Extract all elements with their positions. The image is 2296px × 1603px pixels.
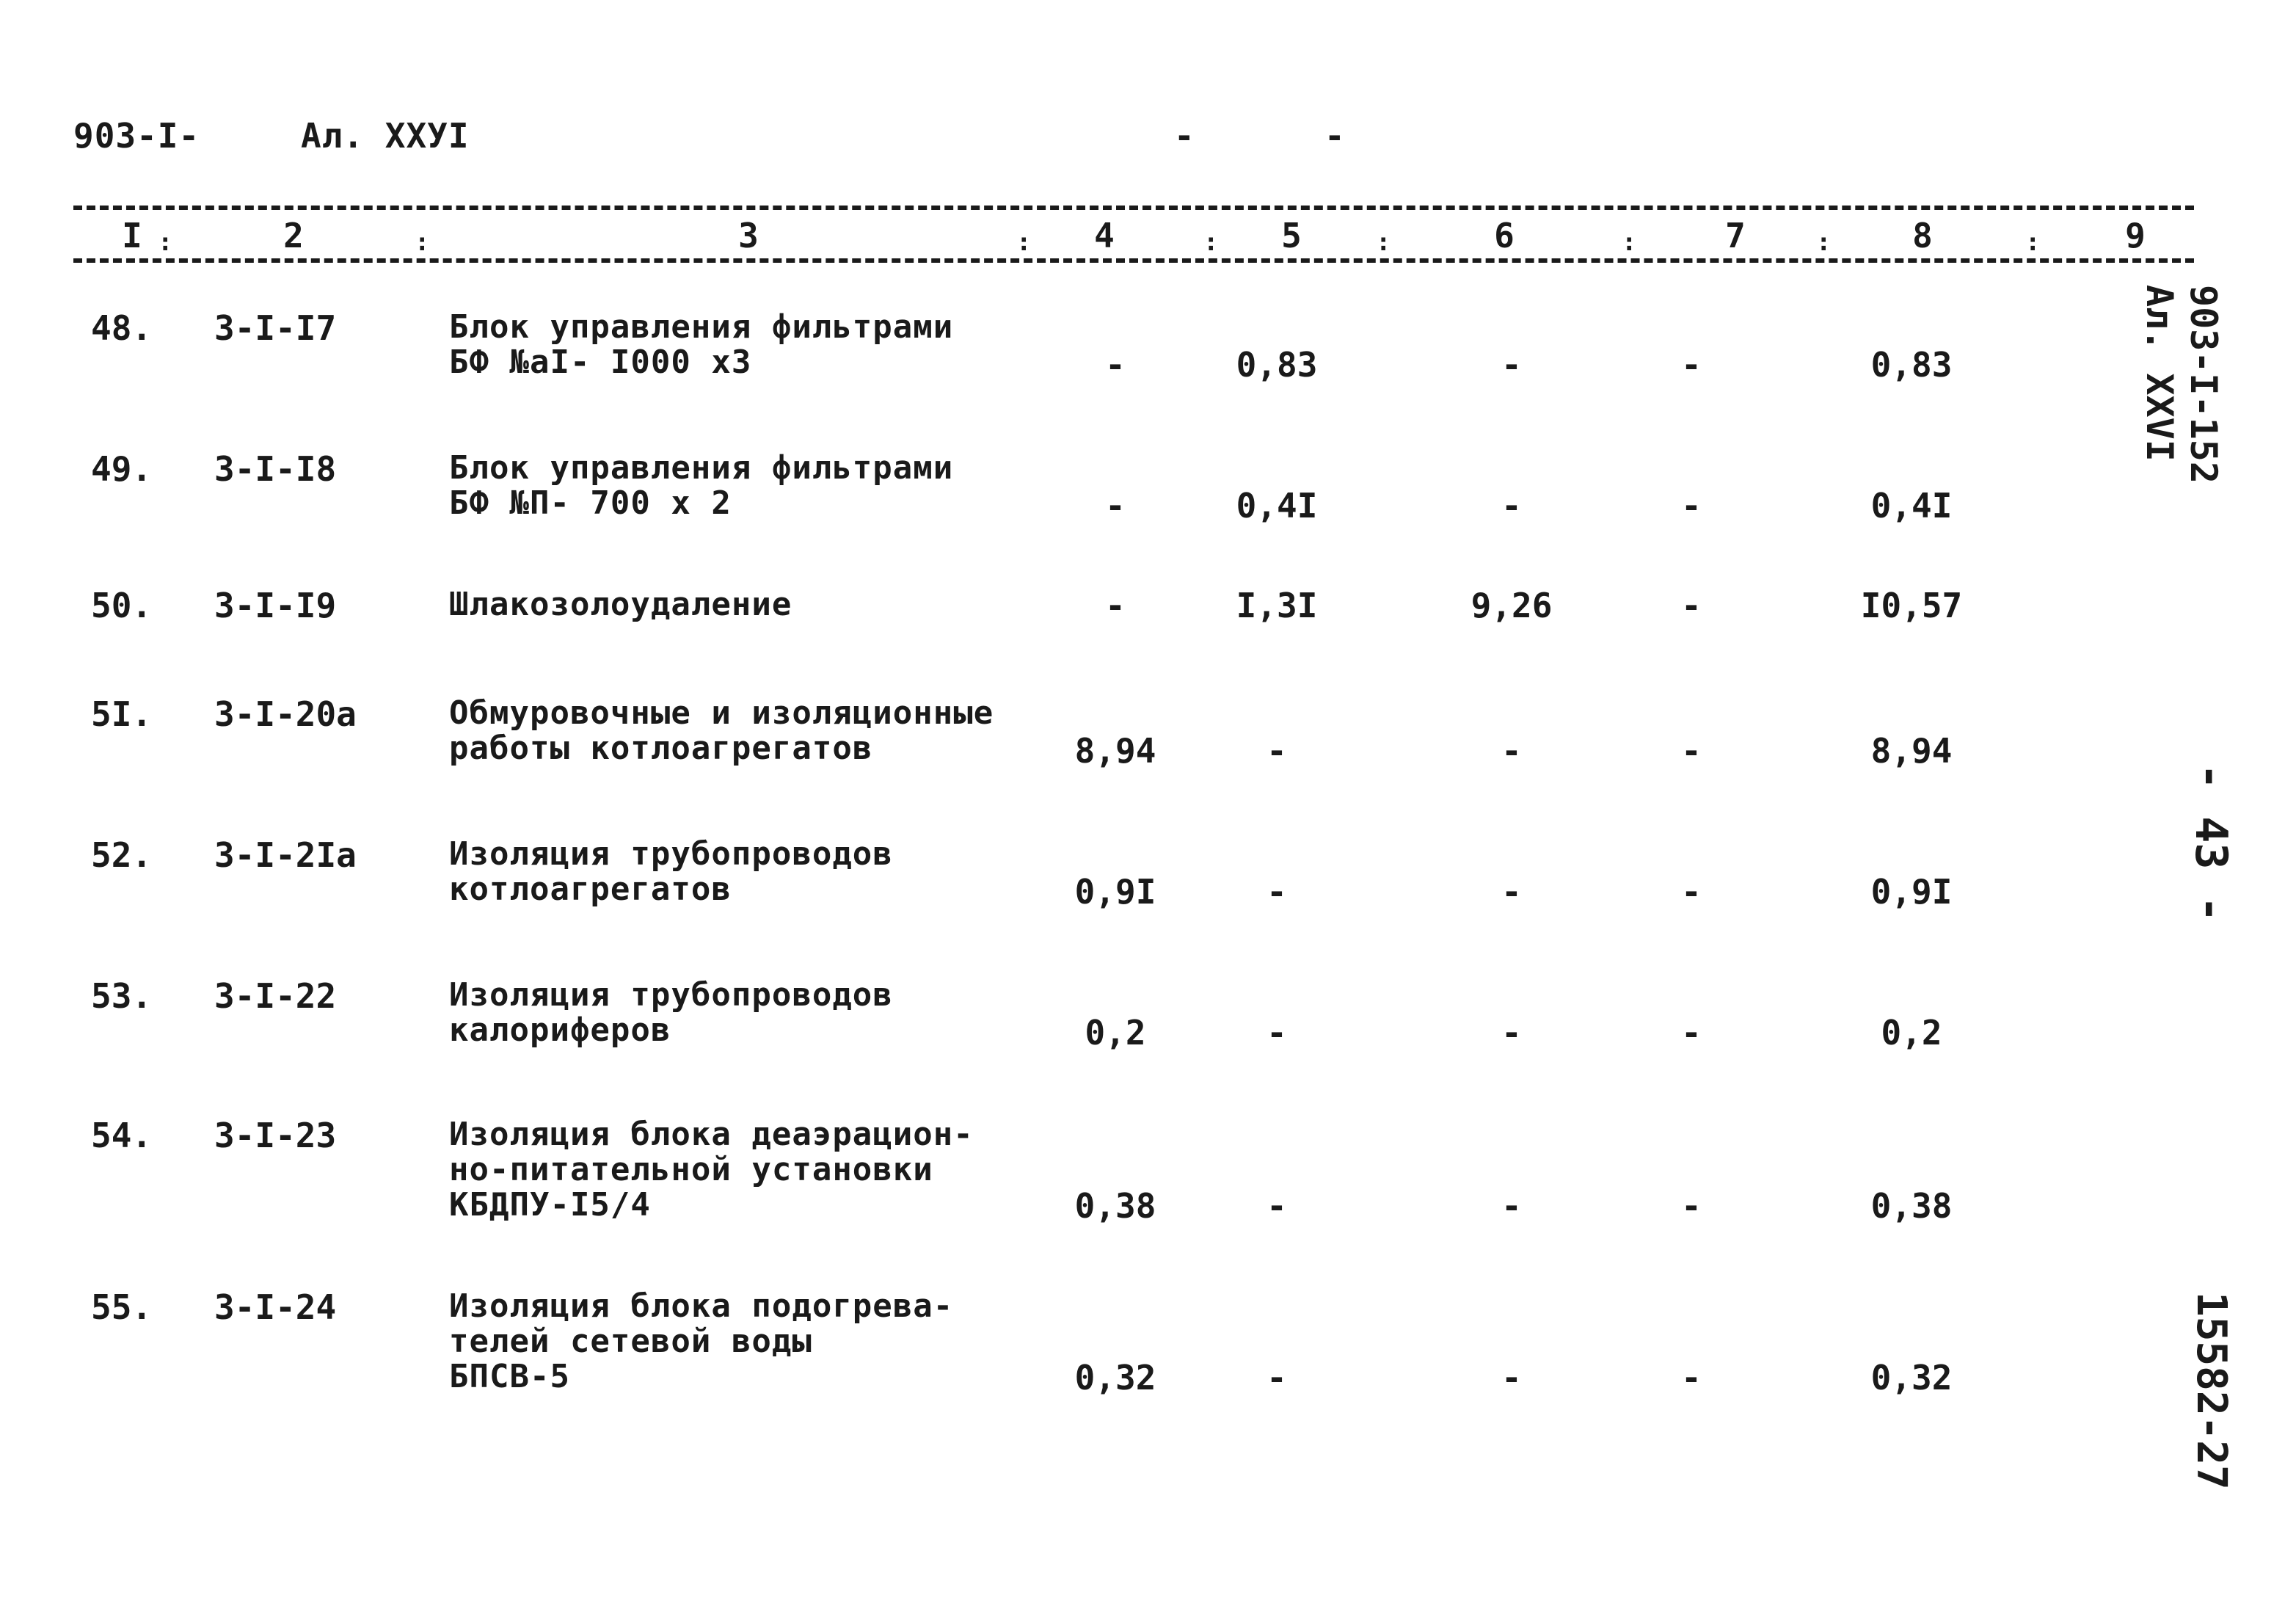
cell-col4: 0,38 xyxy=(1074,1186,1156,1226)
header-dash: - xyxy=(1174,116,1195,156)
column-header: 6 xyxy=(1494,216,1515,255)
row-code: 3-I-22 xyxy=(214,976,337,1016)
cell-col4: 8,94 xyxy=(1074,731,1156,771)
row-number: 50. xyxy=(91,586,153,625)
row-number: 54. xyxy=(91,1116,153,1155)
cell-col4: - xyxy=(1105,345,1126,385)
row-code: 3-I-I9 xyxy=(214,586,337,625)
cell-col7: - xyxy=(1681,345,1702,385)
column-header: 7 xyxy=(1725,216,1746,255)
column-header: 3 xyxy=(738,216,759,255)
cell-col4: - xyxy=(1105,486,1126,526)
cell-col6: - xyxy=(1501,872,1522,912)
cell-col8: 0,4I xyxy=(1870,486,1953,526)
margin-inventory-number: 15582-27 xyxy=(2187,1292,2235,1490)
row-code: 3-I-20a xyxy=(214,694,357,734)
column-header: 8 xyxy=(1912,216,1933,255)
cell-col7: - xyxy=(1681,731,1702,771)
column-header: 9 xyxy=(2125,216,2146,255)
cell-col5: 0,83 xyxy=(1236,345,1318,385)
header-doc-code: 903-I- xyxy=(73,116,200,156)
row-number: 53. xyxy=(91,976,153,1016)
row-name: Блок управления фильтрами БФ №aI- I000 x3 xyxy=(449,308,954,381)
cell-col5: - xyxy=(1267,1186,1287,1226)
cell-col6: 9,26 xyxy=(1470,586,1553,625)
column-header: 2 xyxy=(283,216,304,255)
margin-page-number: - 43 - xyxy=(2185,763,2237,923)
row-number: 48. xyxy=(91,308,153,348)
row-number: 5I. xyxy=(91,694,153,734)
column-separator: : xyxy=(1016,228,1032,257)
row-code: 3-I-23 xyxy=(214,1116,337,1155)
cell-col5: I,3I xyxy=(1236,586,1318,625)
cell-col8: 0,83 xyxy=(1870,345,1953,385)
table-top-rule xyxy=(73,206,2194,210)
column-header: 4 xyxy=(1094,216,1115,255)
row-name: Изоляция трубопроводов котлоагрегатов xyxy=(449,835,893,908)
cell-col7: - xyxy=(1681,586,1702,625)
column-separator: : xyxy=(158,228,173,257)
column-separator: : xyxy=(2025,228,2041,257)
cell-col8: 0,32 xyxy=(1870,1358,1953,1397)
cell-col4: 0,2 xyxy=(1085,1013,1146,1053)
cell-col6: - xyxy=(1501,1013,1522,1053)
cell-col6: - xyxy=(1501,731,1522,771)
cell-col8: I0,57 xyxy=(1860,586,1963,625)
margin-album: Ал. XXVI xyxy=(2138,285,2181,462)
cell-col7: - xyxy=(1681,1013,1702,1053)
cell-col4: 0,9I xyxy=(1074,872,1156,912)
row-name: Блок управления фильтрами БФ №П- 700 x 2 xyxy=(449,449,954,522)
cell-col4: 0,32 xyxy=(1074,1358,1156,1397)
cell-col6: - xyxy=(1501,1358,1522,1397)
column-separator: : xyxy=(1816,228,1832,257)
cell-col8: 0,2 xyxy=(1881,1013,1942,1053)
cell-col6: - xyxy=(1501,486,1522,526)
row-number: 55. xyxy=(91,1287,153,1327)
cell-col5: - xyxy=(1267,731,1287,771)
cell-col7: - xyxy=(1681,872,1702,912)
cell-col5: - xyxy=(1267,872,1287,912)
column-separator: : xyxy=(1376,228,1391,257)
row-name: Обмуровочные и изоляционные работы котлоагрегатов xyxy=(449,694,994,767)
cell-col8: 0,38 xyxy=(1870,1186,1953,1226)
cell-col8: 8,94 xyxy=(1870,731,1953,771)
row-number: 52. xyxy=(91,835,153,875)
cell-col8: 0,9I xyxy=(1870,872,1953,912)
column-header: 5 xyxy=(1281,216,1302,255)
cell-col5: - xyxy=(1267,1358,1287,1397)
cell-col6: - xyxy=(1501,1186,1522,1226)
margin-doc-code: 903-I-152 xyxy=(2182,285,2225,484)
row-name: Изоляция блока подогрева- телей сетевой воды БПСВ-5 xyxy=(449,1287,954,1395)
cell-col7: - xyxy=(1681,486,1702,526)
row-code: 3-I-I7 xyxy=(214,308,337,348)
column-separator: : xyxy=(1203,228,1219,257)
cell-col7: - xyxy=(1681,1358,1702,1397)
row-code: 3-I-I8 xyxy=(214,449,337,489)
column-header: I xyxy=(122,216,142,255)
row-name: Изоляция блока деаэрацион- но-питательной установки КБДПУ-I5/4 xyxy=(449,1116,974,1224)
cell-col6: - xyxy=(1501,345,1522,385)
cell-col4: - xyxy=(1105,586,1126,625)
cell-col5: - xyxy=(1267,1013,1287,1053)
cell-col5: 0,4I xyxy=(1236,486,1318,526)
column-separator: : xyxy=(1622,228,1637,257)
row-name: Изоляция трубопроводов калориферов xyxy=(449,976,893,1049)
header-album: Ал. XXУI xyxy=(301,116,470,156)
row-code: 3-I-2Ia xyxy=(214,835,357,875)
row-name: Шлакозолоудаление xyxy=(449,586,792,623)
column-separator: : xyxy=(415,228,430,257)
row-code: 3-I-24 xyxy=(214,1287,337,1327)
header-dash: - xyxy=(1324,116,1346,156)
row-number: 49. xyxy=(91,449,153,489)
table-header-rule xyxy=(73,258,2194,263)
cell-col7: - xyxy=(1681,1186,1702,1226)
